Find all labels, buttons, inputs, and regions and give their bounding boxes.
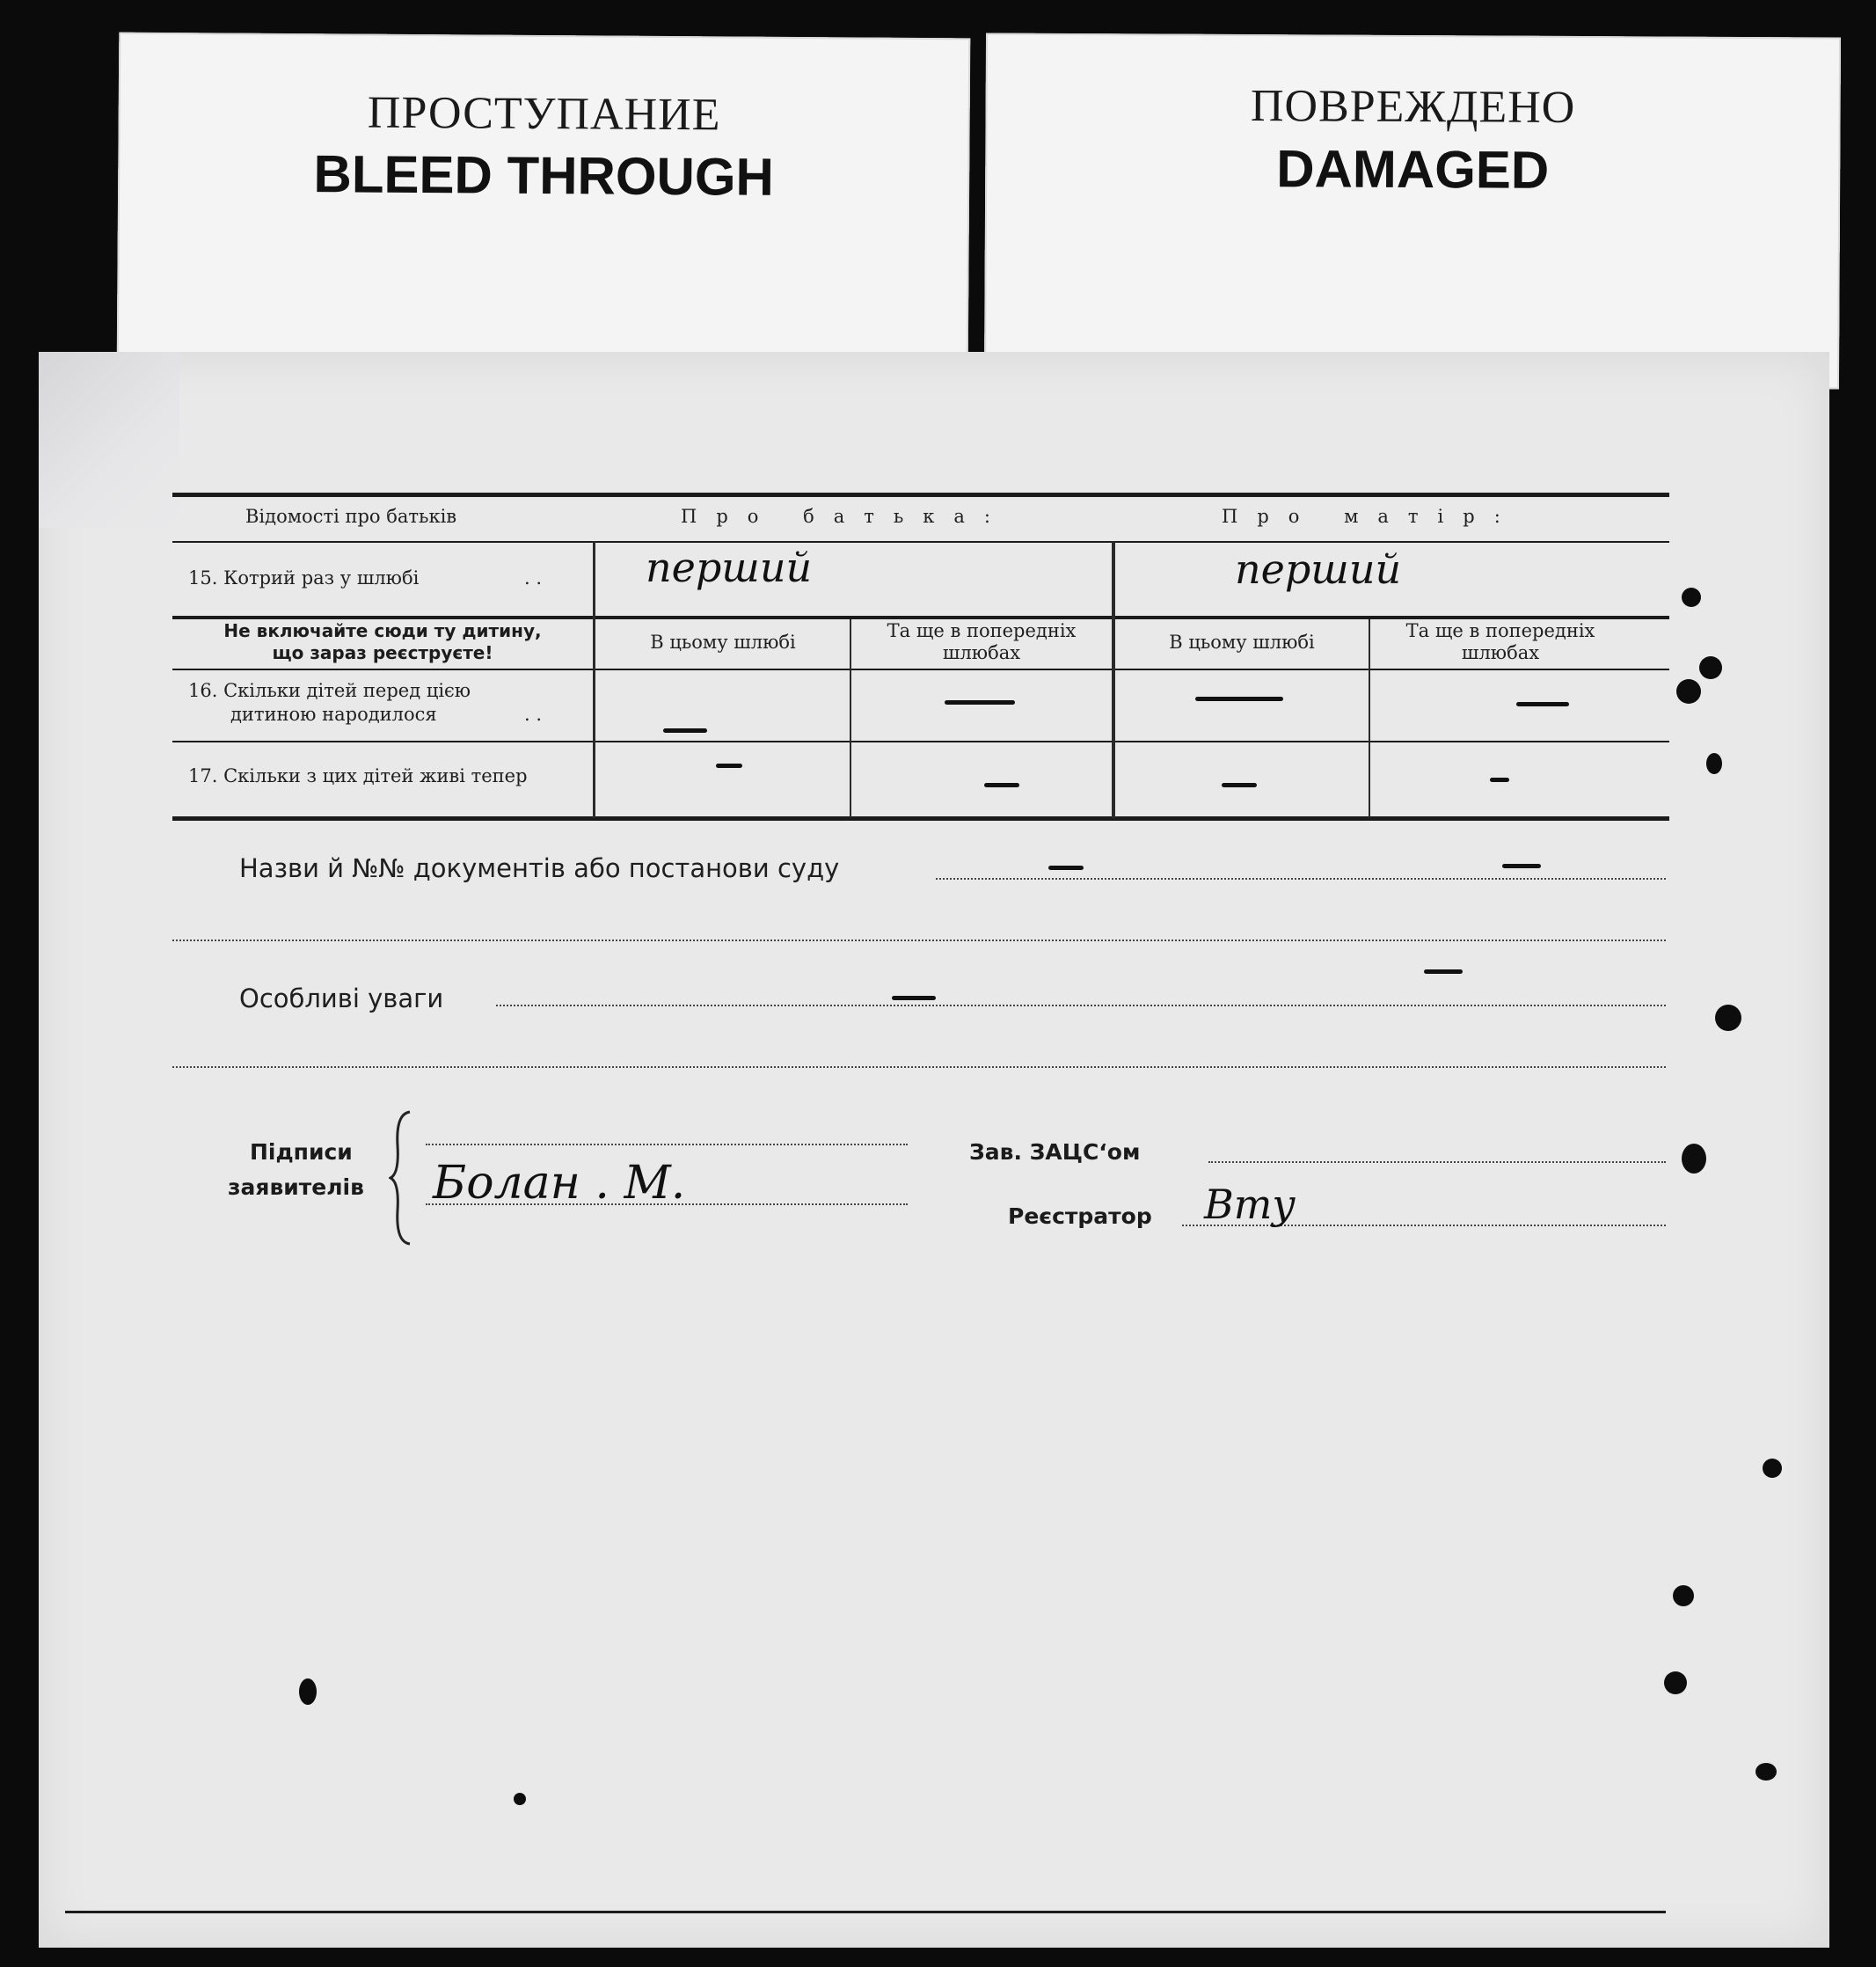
applicants-signature-label-line2: заявителів [228, 1174, 364, 1200]
damaged-card [984, 33, 1841, 389]
damage-hole-6 [1682, 1144, 1706, 1174]
damage-hole-3 [1676, 679, 1701, 704]
notes-field-line-2 [172, 1066, 1666, 1068]
header-mother: Про матір: [1222, 506, 1520, 527]
subheader-father-prev-line1: Та ще в попередніх [887, 620, 1077, 641]
registrar-label: Реєстратор [1008, 1203, 1152, 1229]
registry-head-label: Зав. ЗАЦС‘ом [969, 1139, 1141, 1165]
documents-dash-2 [1502, 864, 1541, 868]
row16-mother-this-dash [1195, 697, 1283, 701]
row15-father-value: перший [646, 544, 813, 591]
registrar-signature: Вту [1204, 1181, 1296, 1228]
row15-label: 15. Котрий раз у шлюбі [188, 567, 420, 589]
subheader-note-line2: що зараз реєструєте! [272, 642, 493, 663]
subheader-note-line1: Не включайте сюди ту дитину, [223, 620, 542, 641]
damage-hole-7 [1763, 1459, 1782, 1478]
notes-dash-1 [892, 996, 936, 1000]
header-father: Про батька: [681, 506, 1011, 527]
subheader-mother-this-marriage: В цьому шлюбі [1169, 632, 1315, 653]
applicant-signature: Болан . М. [433, 1157, 686, 1210]
subheader-mother-prev-line1: Та ще в попередніх [1405, 620, 1595, 641]
applicants-brace [389, 1110, 415, 1246]
row16-mother-prev-dash [1516, 702, 1569, 706]
form-sheet [39, 352, 1829, 1948]
row16-father-this-dash [663, 728, 707, 733]
notes-dash-2 [1424, 969, 1463, 974]
damage-hole-8 [1673, 1585, 1694, 1606]
row16-label-line2: дитиною народилося [230, 704, 437, 725]
row16-label-line1: 16. Скільки дітей перед цією [188, 680, 471, 701]
damage-hole-5 [1715, 1005, 1741, 1031]
notes-field-label: Особливі уваги [239, 984, 444, 1013]
registry-head-line [1208, 1161, 1666, 1163]
subheader-father-this-marriage: В цьому шлюбі [650, 632, 796, 653]
row15-dots: . . [524, 567, 543, 589]
bleed-through-ru-label: ПРОСТУПАНИЕ [367, 87, 721, 141]
subheader-father-prev-line2: шлюбах [942, 642, 1021, 663]
bleed-through-card [117, 33, 971, 373]
documents-field-line-2 [172, 940, 1666, 941]
row16-father-prev-dash [945, 700, 1015, 705]
row17-mother-prev-dash [1490, 778, 1509, 782]
header-parents-info: Відомості про батьків [245, 506, 457, 527]
row16-dots: . . [524, 704, 543, 725]
damage-hole-10 [1756, 1763, 1777, 1781]
damage-hole-1 [1682, 588, 1701, 607]
bottom-rule [65, 1911, 1666, 1913]
damaged-en-label: DAMAGED [1276, 139, 1550, 200]
damage-hole-9 [1664, 1671, 1687, 1694]
row17-father-prev-dash [984, 783, 1019, 787]
subheader-mother-prev-line2: шлюбах [1461, 642, 1540, 663]
damage-hole-4 [1706, 753, 1722, 774]
bleed-through-en-label: BLEED THROUGH [313, 144, 775, 207]
row17-father-this-dash [716, 764, 742, 768]
applicants-signature-line-1 [426, 1144, 908, 1145]
documents-field-label: Назви й №№ документів або постанови суду [239, 853, 840, 883]
row17-mother-this-dash [1222, 783, 1257, 787]
applicants-signature-label-line1: Підписи [250, 1139, 353, 1165]
documents-field-line-1 [936, 878, 1666, 880]
damage-hole-2 [1699, 656, 1722, 679]
row17-label: 17. Скільки з цих дітей живі тепер [188, 765, 528, 786]
damage-spot-1 [299, 1678, 317, 1705]
damaged-ru-label: ПОВРЕЖДЕНО [1250, 81, 1576, 133]
documents-dash-1 [1048, 866, 1084, 870]
row15-mother-value: перший [1235, 545, 1402, 593]
damage-spot-2 [514, 1793, 526, 1805]
notes-field-line-1 [496, 1005, 1666, 1006]
folded-corner [39, 352, 179, 528]
